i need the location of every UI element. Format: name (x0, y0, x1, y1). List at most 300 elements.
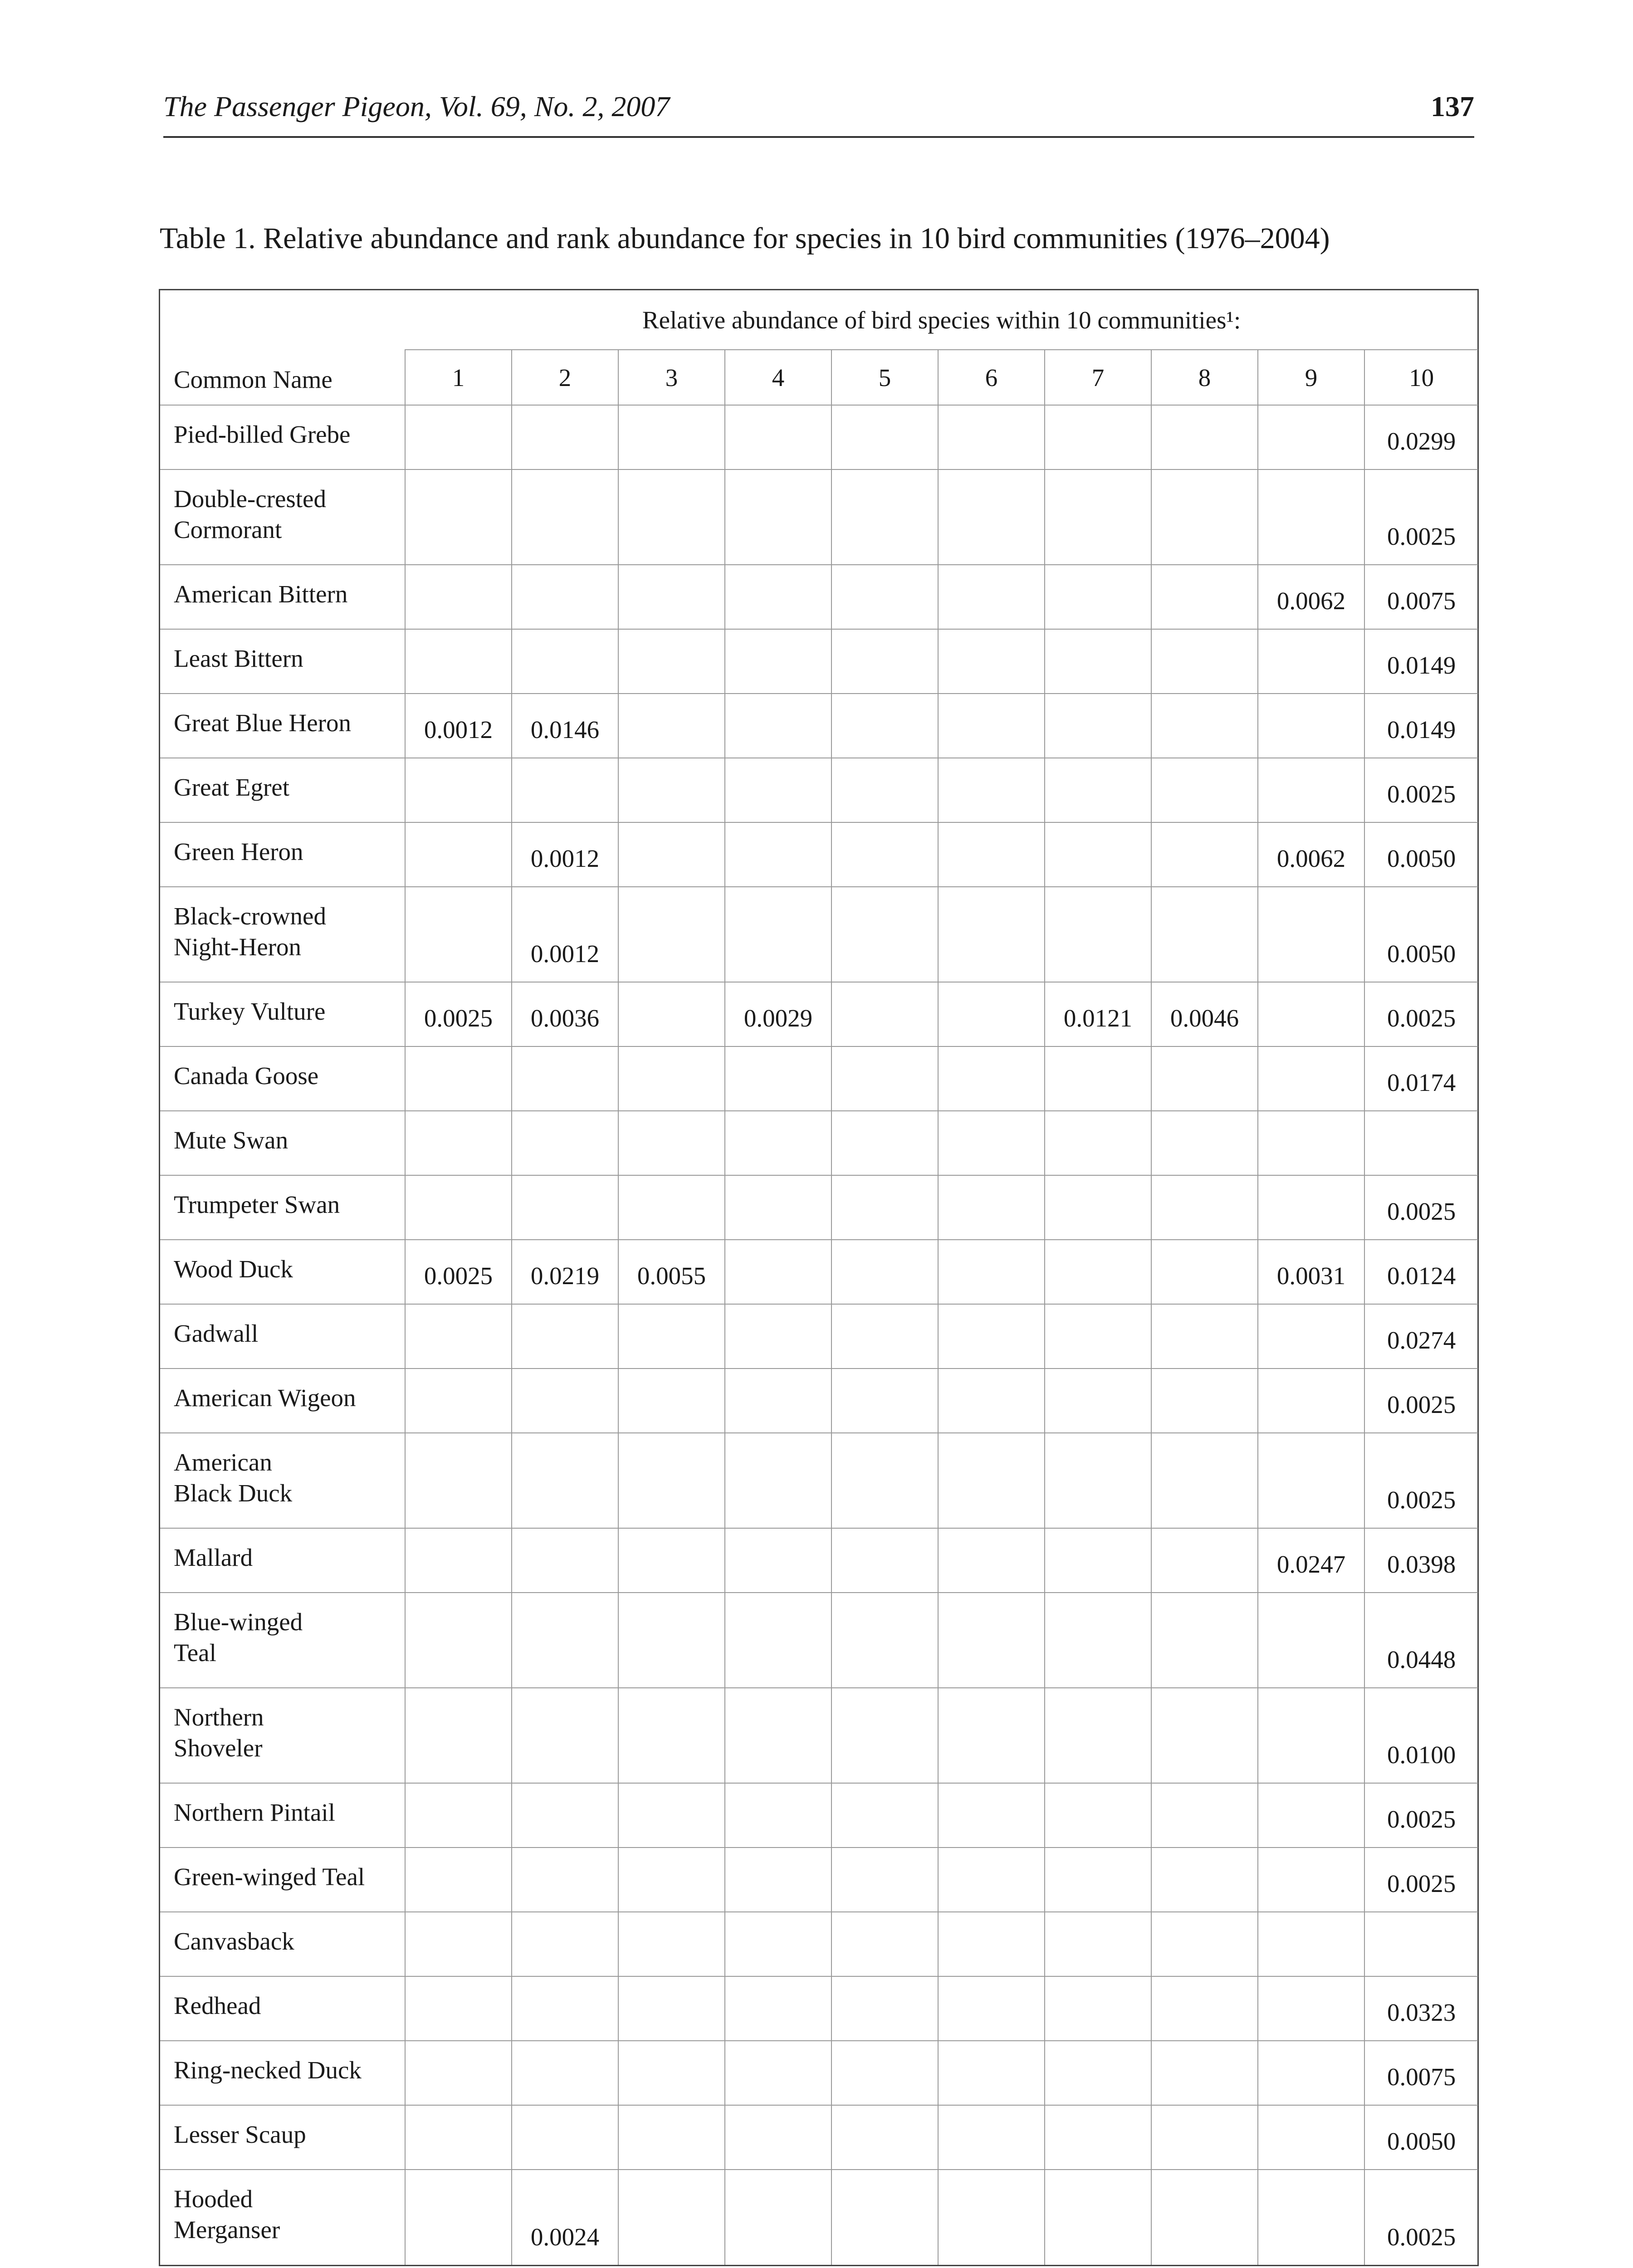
table-row (160, 1240, 1478, 1304)
species-name (160, 1848, 405, 1912)
abundance-cell-3 (618, 469, 725, 565)
abundance-cell-6 (938, 1528, 1045, 1593)
abundance-cell-7 (1045, 1528, 1151, 1593)
abundance-cell-7 (1045, 469, 1151, 565)
table-row (160, 405, 1478, 469)
species-name (160, 1175, 405, 1240)
species-name-line: Canada Goose (174, 1062, 319, 1090)
abundance-cell-5 (831, 694, 938, 758)
community-header-2: 2 (512, 350, 618, 405)
abundance-cell-6 (938, 405, 1045, 469)
abundance-cell-7 (1045, 2105, 1151, 2170)
abundance-cell-9 (1258, 1111, 1364, 1175)
abundance-cell-3 (618, 1369, 725, 1433)
abundance-cell-5 (831, 1111, 938, 1175)
page-number: 137 (1431, 90, 1474, 122)
community-header-4: 4 (725, 350, 831, 405)
running-head (163, 86, 1474, 138)
abundance-cell-9 (1258, 982, 1364, 1046)
abundance-cell-1 (405, 1175, 512, 1240)
abundance-cell-6 (938, 887, 1045, 982)
abundance-cell-10: 0.0025 (1364, 758, 1478, 822)
species-name (160, 1433, 405, 1528)
abundance-cell-9 (1258, 694, 1364, 758)
abundance-cell-6 (938, 1240, 1045, 1304)
abundance-cell-1 (405, 1912, 512, 1976)
abundance-cell-3 (618, 2170, 725, 2265)
abundance-cell-1 (405, 469, 512, 565)
abundance-cell-3 (618, 822, 725, 887)
abundance-cell-2: 0.0036 (512, 982, 618, 1046)
abundance-cell-5 (831, 469, 938, 565)
abundance-cell-10: 0.0025 (1364, 1433, 1478, 1528)
abundance-cell-1 (405, 2170, 512, 2265)
abundance-cell-10: 0.0299 (1364, 405, 1478, 469)
abundance-cell-2: 0.0219 (512, 1240, 618, 1304)
abundance-cell-1 (405, 1783, 512, 1848)
abundance-cell-3 (618, 1976, 725, 2041)
abundance-cell-9 (1258, 1783, 1364, 1848)
abundance-cell-4 (725, 1688, 831, 1783)
abundance-cell-4 (725, 2041, 831, 2105)
abundance-cell-2: 0.0146 (512, 694, 618, 758)
species-name (160, 1688, 405, 1783)
abundance-cell-5 (831, 822, 938, 887)
abundance-cell-9 (1258, 758, 1364, 822)
table-row (160, 982, 1478, 1046)
species-name (160, 1783, 405, 1848)
abundance-cell-3 (618, 629, 725, 694)
community-header-9: 9 (1258, 350, 1364, 405)
abundance-cell-5 (831, 1304, 938, 1369)
abundance-cell-6 (938, 1593, 1045, 1688)
species-name (160, 1046, 405, 1111)
abundance-cell-8 (1151, 1175, 1258, 1240)
abundance-cell-3 (618, 1046, 725, 1111)
abundance-cell-4 (725, 694, 831, 758)
abundance-cell-7 (1045, 1848, 1151, 1912)
abundance-cell-5 (831, 1783, 938, 1848)
species-name-line: Cormorant (174, 516, 282, 543)
species-name (160, 694, 405, 758)
species-name (160, 629, 405, 694)
species-name-line: Night-Heron (174, 933, 302, 961)
table-row (160, 1688, 1478, 1783)
group-header: Relative abundance of bird species within 10 communities¹: (405, 290, 1478, 350)
community-header-10: 10 (1364, 350, 1478, 405)
abundance-cell-2 (512, 2105, 618, 2170)
abundance-cell-4 (725, 1240, 831, 1304)
abundance-cell-9: 0.0062 (1258, 822, 1364, 887)
abundance-cell-4 (725, 1528, 831, 1593)
species-name-line: Pied-billed Grebe (174, 420, 351, 448)
abundance-cell-7 (1045, 1304, 1151, 1369)
abundance-cell-4 (725, 1433, 831, 1528)
abundance-cell-1: 0.0025 (405, 982, 512, 1046)
species-name (160, 1976, 405, 2041)
abundance-cell-8 (1151, 1369, 1258, 1433)
species-name (160, 887, 405, 982)
abundance-cell-2 (512, 565, 618, 629)
abundance-cell-4 (725, 2170, 831, 2265)
abundance-cell-3 (618, 1433, 725, 1528)
species-name-line: Canvasback (174, 1927, 294, 1955)
abundance-cell-7 (1045, 565, 1151, 629)
abundance-cell-2 (512, 1046, 618, 1111)
abundance-cell-8 (1151, 694, 1258, 758)
abundance-cell-2 (512, 1304, 618, 1369)
abundance-cell-8 (1151, 2105, 1258, 2170)
abundance-cell-1 (405, 1369, 512, 1433)
abundance-cell-6 (938, 1912, 1045, 1976)
abundance-cell-6 (938, 565, 1045, 629)
abundance-cell-4 (725, 2105, 831, 2170)
abundance-table (159, 289, 1479, 2266)
abundance-cell-2 (512, 629, 618, 694)
abundance-cell-8 (1151, 822, 1258, 887)
abundance-cell-2 (512, 1528, 618, 1593)
species-name (160, 822, 405, 887)
abundance-cell-6 (938, 1175, 1045, 1240)
abundance-cell-5 (831, 1175, 938, 1240)
species-name (160, 2041, 405, 2105)
abundance-cell-10: 0.0174 (1364, 1046, 1478, 1111)
abundance-cell-8 (1151, 1783, 1258, 1848)
abundance-cell-9: 0.0247 (1258, 1528, 1364, 1593)
abundance-cell-1 (405, 1111, 512, 1175)
abundance-cell-3 (618, 887, 725, 982)
species-name-line: Green-winged Teal (174, 1863, 365, 1891)
abundance-cell-3 (618, 694, 725, 758)
abundance-cell-9 (1258, 1175, 1364, 1240)
abundance-cell-1 (405, 887, 512, 982)
abundance-cell-10: 0.0124 (1364, 1240, 1478, 1304)
abundance-cell-9: 0.0062 (1258, 565, 1364, 629)
table-row (160, 758, 1478, 822)
abundance-cell-5 (831, 1593, 938, 1688)
abundance-cell-3 (618, 1175, 725, 1240)
common-name-header: Common Name (160, 290, 405, 405)
table-row (160, 1528, 1478, 1593)
species-name-line: Mallard (174, 1544, 253, 1571)
abundance-cell-1 (405, 1046, 512, 1111)
abundance-cell-6 (938, 469, 1045, 565)
species-name (160, 758, 405, 822)
abundance-cell-1 (405, 1976, 512, 2041)
abundance-cell-6 (938, 758, 1045, 822)
abundance-cell-9 (1258, 2105, 1364, 2170)
abundance-cell-2 (512, 1783, 618, 1848)
community-header-8: 8 (1151, 350, 1258, 405)
abundance-cell-10: 0.0274 (1364, 1304, 1478, 1369)
abundance-cell-5 (831, 1240, 938, 1304)
abundance-cell-8 (1151, 1688, 1258, 1783)
abundance-cell-6 (938, 694, 1045, 758)
abundance-cell-8 (1151, 758, 1258, 822)
abundance-cell-5 (831, 629, 938, 694)
community-header-1: 1 (405, 350, 512, 405)
abundance-cell-10: 0.0050 (1364, 2105, 1478, 2170)
abundance-cell-3 (618, 1912, 725, 1976)
abundance-cell-5 (831, 1976, 938, 2041)
abundance-cell-6 (938, 2170, 1045, 2265)
abundance-cell-9 (1258, 2041, 1364, 2105)
abundance-cell-1 (405, 1593, 512, 1688)
abundance-cell-10: 0.0075 (1364, 565, 1478, 629)
abundance-cell-2 (512, 1593, 618, 1688)
abundance-cell-6 (938, 1369, 1045, 1433)
species-name-line: American (174, 1448, 272, 1476)
abundance-cell-2 (512, 405, 618, 469)
abundance-cell-9 (1258, 1688, 1364, 1783)
species-name-line: Double-crested (174, 485, 326, 513)
abundance-cell-2 (512, 758, 618, 822)
species-name-line: Blue-winged (174, 1608, 303, 1636)
abundance-cell-1 (405, 1304, 512, 1369)
abundance-cell-5 (831, 1688, 938, 1783)
abundance-cell-1 (405, 629, 512, 694)
abundance-cell-6 (938, 1783, 1045, 1848)
species-name-line: Black Duck (174, 1479, 293, 1507)
abundance-cell-2 (512, 1433, 618, 1528)
abundance-cell-2 (512, 1111, 618, 1175)
abundance-cell-1: 0.0025 (405, 1240, 512, 1304)
abundance-cell-10: 0.0025 (1364, 1783, 1478, 1848)
abundance-cell-5 (831, 1848, 938, 1912)
species-name-line: American Bittern (174, 580, 348, 608)
abundance-cell-6 (938, 1688, 1045, 1783)
species-name (160, 1304, 405, 1369)
abundance-cell-1: 0.0012 (405, 694, 512, 758)
table-row (160, 2041, 1478, 2105)
abundance-cell-1 (405, 565, 512, 629)
abundance-cell-2: 0.0012 (512, 822, 618, 887)
abundance-cell-4 (725, 1848, 831, 1912)
abundance-cell-4 (725, 565, 831, 629)
abundance-cell-1 (405, 405, 512, 469)
abundance-cell-10: 0.0050 (1364, 887, 1478, 982)
abundance-cell-3 (618, 1528, 725, 1593)
species-name-line: Wood Duck (174, 1255, 293, 1283)
abundance-cell-2 (512, 469, 618, 565)
abundance-cell-3 (618, 1304, 725, 1369)
abundance-cell-5 (831, 2041, 938, 2105)
abundance-cell-9 (1258, 405, 1364, 469)
abundance-cell-8 (1151, 1240, 1258, 1304)
abundance-cell-10: 0.0025 (1364, 982, 1478, 1046)
abundance-cell-9 (1258, 1848, 1364, 1912)
abundance-cell-5 (831, 1433, 938, 1528)
abundance-cell-5 (831, 758, 938, 822)
abundance-cell-4 (725, 887, 831, 982)
abundance-cell-3 (618, 405, 725, 469)
abundance-cell-7 (1045, 758, 1151, 822)
abundance-cell-7 (1045, 2041, 1151, 2105)
abundance-cell-4 (725, 629, 831, 694)
abundance-cell-7 (1045, 1046, 1151, 1111)
species-name (160, 1240, 405, 1304)
species-name (160, 982, 405, 1046)
abundance-cell-4 (725, 1046, 831, 1111)
community-header-6: 6 (938, 350, 1045, 405)
abundance-cell-7 (1045, 1593, 1151, 1688)
abundance-cell-9 (1258, 469, 1364, 565)
community-header-5: 5 (831, 350, 938, 405)
table-row (160, 694, 1478, 758)
abundance-cell-8 (1151, 1304, 1258, 1369)
abundance-cell-10: 0.0025 (1364, 1848, 1478, 1912)
abundance-cell-10: 0.0050 (1364, 822, 1478, 887)
abundance-cell-5 (831, 2105, 938, 2170)
abundance-cell-7 (1045, 1783, 1151, 1848)
table-row (160, 1046, 1478, 1111)
species-name (160, 565, 405, 629)
abundance-cell-3 (618, 565, 725, 629)
species-name-line: Least Bittern (174, 645, 303, 672)
abundance-cell-7 (1045, 1111, 1151, 1175)
species-name-line: American Wigeon (174, 1384, 356, 1412)
abundance-cell-5 (831, 1528, 938, 1593)
abundance-cell-3 (618, 1848, 725, 1912)
species-name-line: Merganser (174, 2216, 280, 2244)
abundance-cell-9: 0.0031 (1258, 1240, 1364, 1304)
table-row (160, 1976, 1478, 2041)
abundance-cell-8 (1151, 469, 1258, 565)
abundance-cell-8 (1151, 1848, 1258, 1912)
species-name-line: Turkey Vulture (174, 997, 326, 1025)
species-name (160, 1528, 405, 1593)
abundance-cell-7 (1045, 1240, 1151, 1304)
abundance-cell-4 (725, 469, 831, 565)
abundance-cell-9 (1258, 629, 1364, 694)
abundance-cell-8 (1151, 1912, 1258, 1976)
abundance-cell-5 (831, 1369, 938, 1433)
abundance-cell-8: 0.0046 (1151, 982, 1258, 1046)
abundance-cell-3 (618, 982, 725, 1046)
abundance-cell-6 (938, 1304, 1045, 1369)
abundance-cell-4 (725, 1912, 831, 1976)
abundance-cell-9 (1258, 1369, 1364, 1433)
abundance-cell-10 (1364, 1111, 1478, 1175)
abundance-cell-1 (405, 758, 512, 822)
species-name-line: Great Blue Heron (174, 709, 351, 737)
abundance-cell-9 (1258, 1433, 1364, 1528)
abundance-cell-10: 0.0025 (1364, 1369, 1478, 1433)
abundance-cell-8 (1151, 405, 1258, 469)
abundance-cell-9 (1258, 1046, 1364, 1111)
abundance-cell-3: 0.0055 (618, 1240, 725, 1304)
abundance-cell-7 (1045, 887, 1151, 982)
species-name-line: Trumpeter Swan (174, 1191, 340, 1218)
table-row (160, 2170, 1478, 2265)
abundance-cell-3 (618, 1688, 725, 1783)
abundance-cell-2 (512, 1175, 618, 1240)
abundance-cell-4 (725, 822, 831, 887)
abundance-cell-7 (1045, 694, 1151, 758)
abundance-cell-2 (512, 1688, 618, 1783)
abundance-cell-10: 0.0149 (1364, 629, 1478, 694)
abundance-cell-8 (1151, 629, 1258, 694)
species-name-line: Redhead (174, 1992, 261, 2019)
abundance-cell-8 (1151, 565, 1258, 629)
abundance-cell-5 (831, 982, 938, 1046)
species-name-line: Great Egret (174, 773, 289, 801)
abundance-cell-4 (725, 1304, 831, 1369)
table-row (160, 1111, 1478, 1175)
abundance-cell-1 (405, 1688, 512, 1783)
abundance-cell-3 (618, 1783, 725, 1848)
abundance-cell-6 (938, 2041, 1045, 2105)
abundance-cell-3 (618, 1111, 725, 1175)
abundance-cell-7 (1045, 1433, 1151, 1528)
abundance-cell-9 (1258, 1912, 1364, 1976)
species-name-line: Teal (174, 1639, 216, 1667)
abundance-cell-8 (1151, 887, 1258, 982)
abundance-cell-9 (1258, 887, 1364, 982)
species-name-line: Green Heron (174, 838, 303, 865)
abundance-cell-10: 0.0323 (1364, 1976, 1478, 2041)
species-name-line: Hooded (174, 2185, 253, 2213)
abundance-cell-1 (405, 1528, 512, 1593)
abundance-cell-3 (618, 758, 725, 822)
abundance-cell-5 (831, 1046, 938, 1111)
abundance-cell-7 (1045, 1976, 1151, 2041)
table-row (160, 469, 1478, 565)
abundance-cell-8 (1151, 2041, 1258, 2105)
abundance-cell-8 (1151, 1593, 1258, 1688)
species-name (160, 405, 405, 469)
community-header-7: 7 (1045, 350, 1151, 405)
abundance-cell-4 (725, 405, 831, 469)
abundance-cell-8 (1151, 1111, 1258, 1175)
abundance-cell-6 (938, 629, 1045, 694)
abundance-cell-6 (938, 2105, 1045, 2170)
abundance-cell-2 (512, 1976, 618, 2041)
table-row (160, 1912, 1478, 1976)
species-name (160, 1593, 405, 1688)
table-row (160, 822, 1478, 887)
abundance-cell-4 (725, 1369, 831, 1433)
abundance-cell-9 (1258, 1304, 1364, 1369)
abundance-cell-4 (725, 1111, 831, 1175)
species-name (160, 2105, 405, 2170)
abundance-cell-4 (725, 1593, 831, 1688)
abundance-cell-10: 0.0448 (1364, 1593, 1478, 1688)
abundance-cell-7: 0.0121 (1045, 982, 1151, 1046)
abundance-cell-8 (1151, 1528, 1258, 1593)
table-row (160, 2105, 1478, 2170)
abundance-cell-5 (831, 1912, 938, 1976)
abundance-cell-2 (512, 1848, 618, 1912)
abundance-cell-6 (938, 1976, 1045, 2041)
journal-title: The Passenger Pigeon, Vol. 69, No. 2, 2007 (163, 90, 670, 122)
abundance-cell-10: 0.0025 (1364, 1175, 1478, 1240)
abundance-cell-5 (831, 2170, 938, 2265)
abundance-cell-6 (938, 1433, 1045, 1528)
abundance-cell-10: 0.0398 (1364, 1528, 1478, 1593)
abundance-cell-8 (1151, 2170, 1258, 2265)
abundance-cell-7 (1045, 405, 1151, 469)
abundance-cell-10: 0.0025 (1364, 2170, 1478, 2265)
abundance-cell-3 (618, 1593, 725, 1688)
abundance-cell-10 (1364, 1912, 1478, 1976)
species-name-line: Shoveler (174, 1734, 263, 1762)
abundance-cell-6 (938, 1046, 1045, 1111)
abundance-cell-10: 0.0149 (1364, 694, 1478, 758)
abundance-cell-10: 0.0075 (1364, 2041, 1478, 2105)
abundance-cell-2 (512, 1369, 618, 1433)
species-name-line: Ring-necked Duck (174, 2056, 362, 2084)
